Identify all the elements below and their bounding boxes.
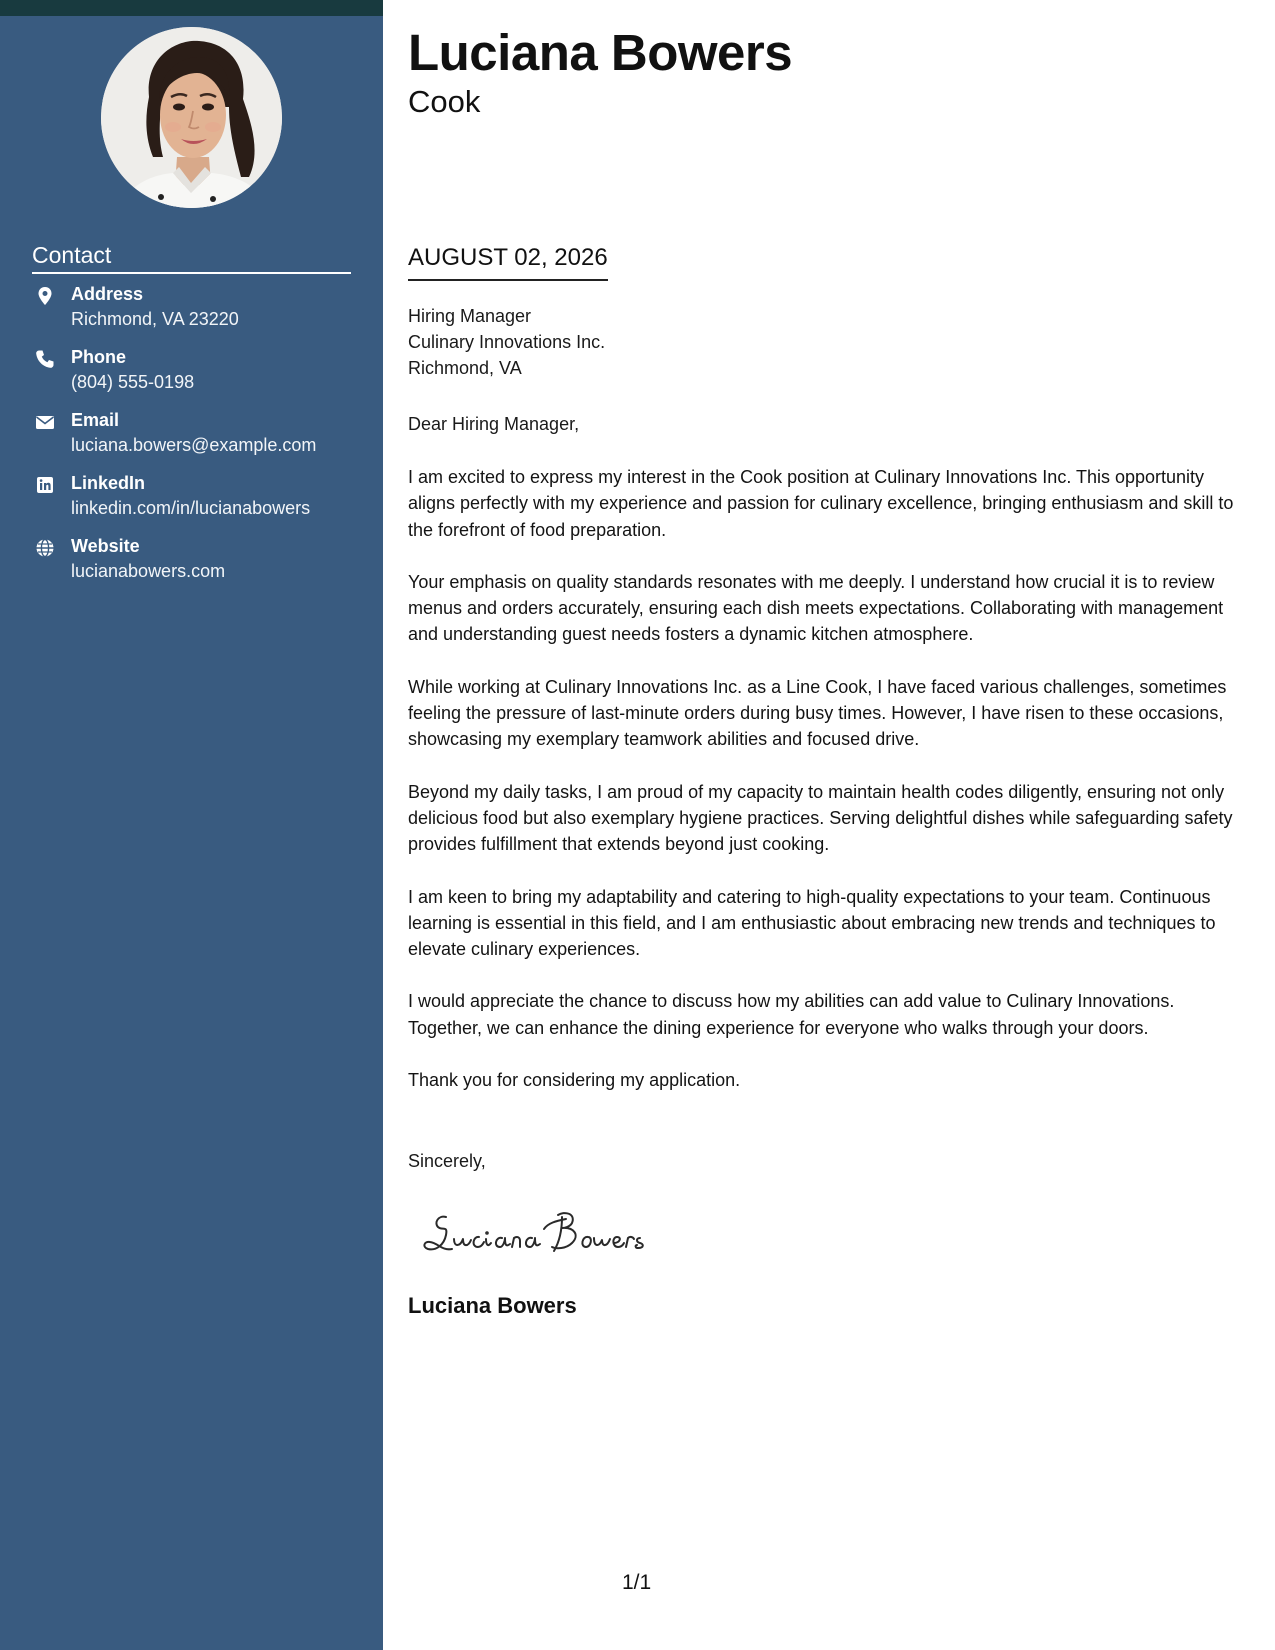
contact-item-email: [32, 408, 362, 471]
sidebar: [0, 0, 383, 1650]
letter-date: AUGUST 02, 2026: [408, 243, 608, 281]
page-number: 1/1: [622, 1571, 652, 1594]
recipient-line: Hiring Manager: [408, 306, 532, 326]
contact-item-address: [32, 282, 362, 345]
linkedin-icon: [35, 475, 55, 495]
signature-name: Luciana Bowers: [408, 1293, 577, 1318]
contact-item-phone: [32, 345, 362, 408]
recipient-line: Richmond, VA: [408, 358, 522, 378]
contact-label: Phone: [71, 347, 127, 367]
contact-label: Address: [71, 284, 144, 304]
map-pin-icon: [35, 286, 55, 306]
body-paragraph: I would appreciate the chance to discuss how my abilities can add value to Culinary Innovations. Together, we can enhance the dining experience for everyone who walks through your doors.: [408, 991, 1175, 1038]
body-paragraph: While working at Culinary Innovations Inc. as a Line Cook, I have faced various challenges, sometimes feeling the pressure of last-minute orders during busy times. However, I have risen to these occasions, showcasing my exemplary teamwork abilities and focused drive.: [408, 676, 1227, 750]
globe-icon: [35, 538, 55, 558]
letter-main: [408, 0, 1253, 1650]
contact-label: LinkedIn: [71, 473, 146, 493]
profile-photo: [101, 27, 282, 208]
contact-value-address: Richmond, VA 23220: [71, 309, 239, 329]
contact-item-website: [32, 534, 362, 597]
contact-list: [32, 282, 362, 597]
applicant-name: Luciana Bowers: [408, 24, 793, 81]
contact-value-linkedin: linkedin.com/in/lucianabowers: [71, 498, 311, 518]
job-title: Cook: [408, 84, 481, 119]
body-paragraph: Thank you for considering my application.: [408, 1070, 741, 1091]
body-paragraph: Your emphasis on quality standards resonates with me deeply. I understand how crucial it is to review menus and orders accurately, ensuring each dish meets expectations. Collaborating with management and understanding guest needs fosters a dynamic kitchen atmosphere.: [408, 571, 1224, 645]
body-paragraph: I am keen to bring my adaptability and catering to high-quality expectations to your team. Continuous learning is essential in this field, and I am enthusiastic about embracing new trends and techniques to elevate culinary experiences.: [408, 886, 1216, 960]
contact-value-email: luciana.bowers@example.com: [71, 435, 317, 455]
contact-heading: Contact: [32, 240, 351, 274]
avatar: [101, 27, 282, 208]
recipient-line: Culinary Innovations Inc.: [408, 332, 606, 352]
envelope-icon: [35, 412, 55, 432]
sidebar-top-bar: [0, 0, 383, 16]
letter-body: [408, 464, 1253, 1119]
signature-image: [416, 1195, 676, 1265]
recipient-block: [408, 303, 605, 381]
contact-label: Website: [71, 536, 140, 556]
contact-value-website: lucianabowers.com: [71, 561, 226, 581]
contact-value-phone: (804) 555-0198: [71, 372, 195, 392]
body-paragraph: I am excited to express my interest in the Cook position at Culinary Innovations Inc. This opportunity aligns perfectly with my experience and passion for culinary excellence, bringing enthusiasm and skill to the forefront of food preparation.: [408, 467, 1234, 540]
body-paragraph: Beyond my daily tasks, I am proud of my capacity to maintain health codes diligently, ensuring not only delicious food but also exemplary hygiene practices. Serving delightful dishes while safeguarding safety provides fulfillment that extends beyond just cooking.: [408, 781, 1233, 855]
closing: Sincerely,: [408, 1151, 486, 1171]
salutation: Dear Hiring Manager,: [408, 414, 580, 434]
phone-icon: [35, 349, 55, 369]
contact-label: Email: [71, 410, 120, 430]
contact-item-linkedin: [32, 471, 362, 534]
